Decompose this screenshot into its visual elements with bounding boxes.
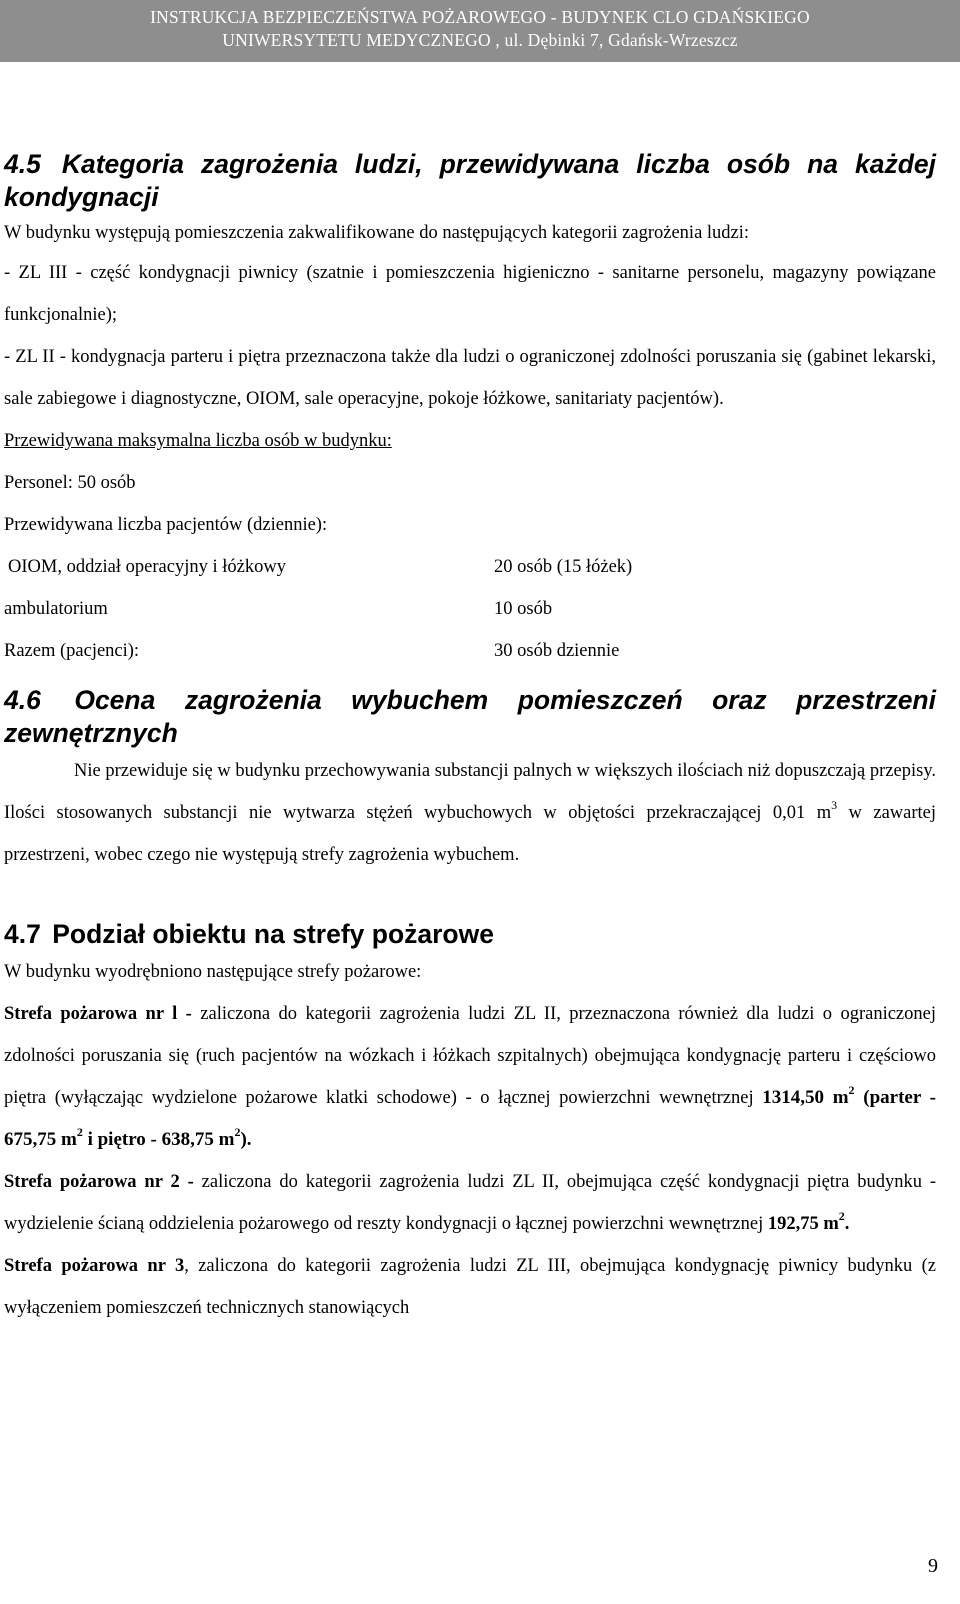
patient-row-value: 30 osób dziennie	[494, 641, 620, 661]
zl3-description: - ZL III - część kondygnacji piwnicy (szatnie i pomieszczenia higieniczno - sanitarne personelu, magazyny powiązane funkcjonalnie);	[4, 263, 936, 325]
fire-zone-3: Strefa pożarowa nr 3, zaliczona do kategorii zagrożenia ludzi ZL III, obejmująca kondygnację piwnicy budynku (z wyłączeniem pomieszczeń technicznych stanowiących	[4, 1256, 936, 1318]
patient-row	[4, 546, 936, 588]
patient-row	[4, 630, 936, 672]
section-4-6-heading: 4.6 Ocena zagrożenia wybuchem pomieszczeń oraz przestrzeni zewnętrznych	[4, 685, 936, 748]
section-4-5-heading: 4.5 Kategoria zagrożenia ludzi, przewidywana liczba osób na każdej kondygnacji	[4, 149, 936, 212]
patient-row-label: ambulatorium	[4, 599, 108, 619]
max-occupancy-heading: Przewidywana maksymalna liczba osób w budynku:	[4, 431, 392, 451]
patients-heading: Przewidywana liczba pacjentów (dziennie):	[4, 515, 328, 535]
patient-row-label: Razem (pacjenci):	[4, 641, 140, 661]
explosion-risk-paragraph: Nie przewiduje się w budynku przechowywania substancji palnych w większych ilościach niż dopuszczają przepisy. Ilości stosowanych substancji nie wytwarza stężeń wybuchowych w objętości przekraczającej 0,01 $m^3$ w zawartej przestrzeni, wobec czego nie występują strefy zagrożenia wybuchem.	[4, 761, 937, 865]
fire-zone-1: Strefa pożarowa nr l - zaliczona do kategorii zagrożenia ludzi ZL II, przeznaczona również dla ludzi o ograniczonej zdolności poruszania się (ruch pacjentów na wózkach i łóżkach szpitalnych) obejmująca kondygnację parteru i częściowo piętra (wyłączając wydzielone pożarowe klatki schodowe) - o łącznej powierzchni wewnętrznej 1314,50 $m^2$ (parter - 675,75 $m^2$ i piętro - 638,75 $m^2$).	[4, 1004, 937, 1150]
header-line-1: INSTRUKCJA BEZPIECZEŃSTWA POŻAROWEGO - BUDYNEK CLO GDAŃSKIEGO	[150, 7, 810, 27]
page-number: 9	[928, 1555, 938, 1577]
personnel-count: Personel: 50 osób	[4, 473, 136, 493]
section-4-5-intro: W budynku występują pomieszczenia zakwalifikowane do następujących kategorii zagrożenia ludzi:	[4, 223, 750, 243]
patient-row-value: 10 osób	[494, 599, 553, 619]
fire-zones-intro: W budynku wyodrębniono następujące strefy pożarowe:	[4, 962, 422, 982]
fire-zone-2: Strefa pożarowa nr 2 - zaliczona do kategorii zagrożenia ludzi ZL II, obejmująca część kondygnacji piętra budynku - wydzielenie ścianą oddzielenia pożarowego od reszty kondygnacji o łącznej powierzchni wewnętrznej 192,75 $m^2$.	[4, 1172, 936, 1234]
page-body	[4, 148, 936, 1329]
patient-row-value: 20 osób (15 łóżek)	[494, 557, 633, 577]
document-header	[0, 0, 960, 62]
patient-row	[4, 588, 936, 630]
header-line-2: UNIWERSYTETU MEDYCZNEGO , ul. Dębinki 7, Gdańsk-Wrzeszcz	[222, 30, 738, 50]
section-4-7-heading: 4.7 Podział obiektu na strefy pożarowe	[4, 919, 494, 949]
patient-row-label: OIOM, oddział operacyjny i łóżkowy	[8, 557, 286, 577]
zl2-description: - ZL II - kondygnacja parteru i piętra przeznaczona także dla ludzi o ograniczonej zdolności poruszania się (gabinet lekarski, sale zabiegowe i diagnostyczne, OIOM, sale operacyjne, pokoje łóżkowe, sanitariaty pacjentów).	[4, 347, 936, 409]
